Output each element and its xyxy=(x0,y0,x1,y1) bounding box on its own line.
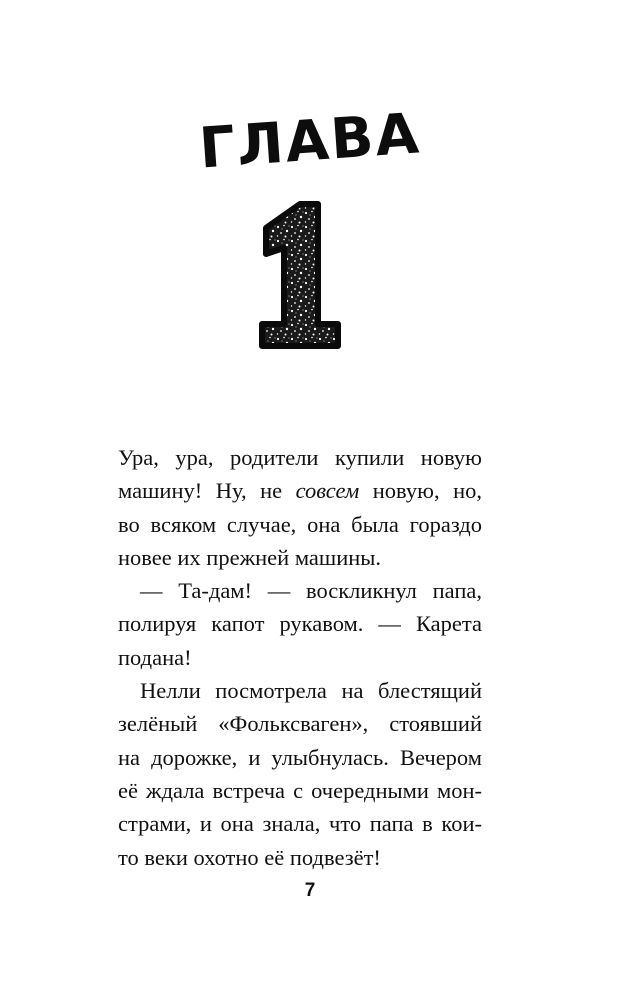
emphasis: совсем xyxy=(295,478,360,504)
chapter-body xyxy=(118,441,482,874)
text-line: зелёный «Фольксваген», стоявший xyxy=(118,711,482,737)
text-line: во всяком случае, она была гораздо xyxy=(118,511,482,537)
number-one-shape xyxy=(262,204,338,346)
paragraph xyxy=(118,441,482,574)
text-line: страми, и она знала, что папа в кои- xyxy=(118,811,482,837)
chapter-heading: ГЛАВА xyxy=(197,101,423,182)
chapter-number-text: 1 xyxy=(297,296,299,297)
text-line: подана! xyxy=(118,644,192,670)
paragraph xyxy=(118,674,482,874)
text-line: Ура, ура, родители купили новую xyxy=(118,445,482,470)
text-line: на дорожке, и улыбнулась. Вечером xyxy=(118,744,482,770)
paragraph xyxy=(118,574,482,674)
chapter-number-graphic xyxy=(248,196,348,356)
page-number: 7 xyxy=(304,880,316,901)
text-line: то веки охотно её подвезёт! xyxy=(118,844,381,870)
text-line: её ждала встреча с очередными мон- xyxy=(118,777,482,803)
text-line: машину! Ну, не совсем новую, но, xyxy=(118,478,482,504)
text-line: полируя капот рукавом. — Карета xyxy=(118,611,482,637)
text-line: Нелли посмотрела на блестящий xyxy=(140,678,482,704)
text-line: новее их прежней машины. xyxy=(118,544,382,570)
text-line: — Та-дам! — воскликнул папа, xyxy=(140,578,482,604)
